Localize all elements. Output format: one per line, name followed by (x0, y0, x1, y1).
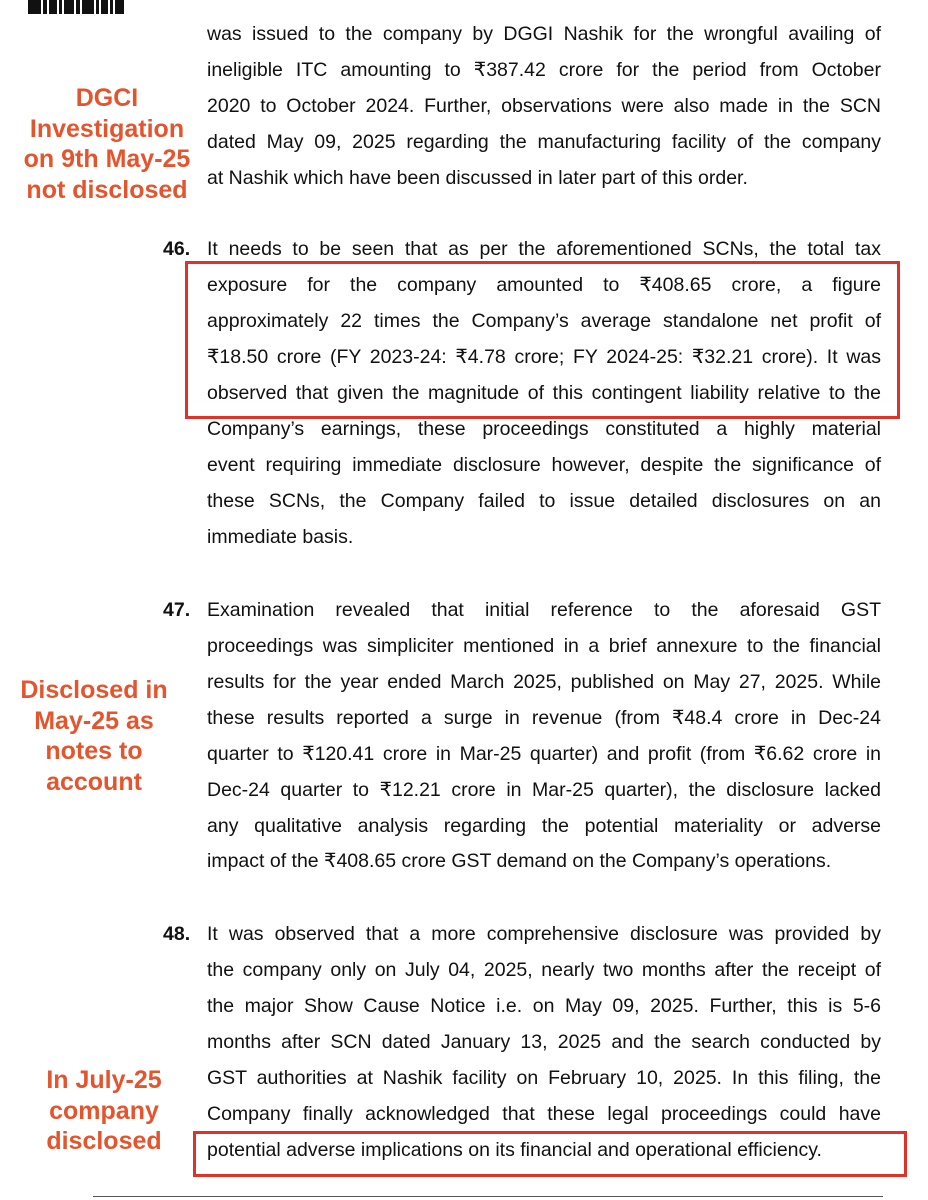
text-line: was issued to the company by DGGI Nashik for the wrongful availing of (207, 23, 881, 45)
page-divider (93, 1196, 883, 1197)
text-line: quarter to ₹120.41 crore in Mar-25 quarter) and profit (from ₹6.62 crore in (207, 743, 881, 765)
annotation-line: company (49, 1096, 159, 1125)
annotation-dgci (14, 83, 200, 205)
highlight-box-adverse-implications (193, 1131, 907, 1177)
text-line: Company finally acknowledged that these legal proceedings could have (207, 1103, 881, 1125)
text-line: event requiring immediate disclosure however, despite the significance of (207, 454, 881, 476)
text-line: immediate basis. (207, 526, 354, 548)
annotation-line: on 9th May-25 (23, 145, 191, 173)
text-line: dated May 09, 2025 regarding the manufacturing facility of the company (207, 131, 881, 153)
text-line: exposure for the company amounted to ₹408.65 crore, a figure (207, 274, 881, 296)
paragraph-number: 46. (163, 238, 191, 260)
text-line: 2020 to October 2024. Further, observations were also made in the SCN (207, 95, 881, 117)
annotation-line: not disclosed (26, 175, 188, 204)
annotation-may (8, 675, 180, 797)
annotation-line: DGCI (75, 84, 139, 112)
text-line: It needs to be seen that as per the aforementioned SCNs, the total tax (207, 238, 881, 260)
text-line: the major Show Cause Notice i.e. on May 09, 2025. Further, this is 5-6 (207, 995, 881, 1017)
annotation-line: notes to (45, 737, 143, 765)
text-line: impact of the ₹408.65 crore GST demand on the Company’s operations. (207, 850, 832, 872)
paragraph-number: 48. (163, 923, 191, 945)
text-line: the company only on July 04, 2025, nearly two months after the receipt of (207, 959, 881, 981)
text-line: Examination revealed that initial reference to the aforesaid GST (207, 599, 881, 621)
text-line: results for the year ended March 2025, published on May 27, 2025. While (207, 671, 881, 693)
text-line: any qualitative analysis regarding the potential materiality or adverse (207, 815, 881, 837)
text-line: GST authorities at Nashik facility on February 10, 2025. In this filing, the (207, 1067, 881, 1089)
annotation-line: Investigation (29, 114, 185, 143)
text-line: Dec-24 quarter to ₹12.21 crore in Mar-25 quarter), the disclosure lacked (207, 779, 881, 801)
text-line: Company’s earnings, these proceedings constituted a highly material (207, 418, 881, 440)
text-line: potential adverse implications on its financial and operational efficiency. (207, 1139, 822, 1161)
annotation-line: account (46, 767, 142, 796)
text-line: at Nashik which have been discussed in later part of this order. (207, 167, 748, 189)
annotation-line: Disclosed in (20, 676, 168, 704)
qr-code (28, 0, 124, 14)
text-line: these results reported a surge in revenue (from ₹48.4 crore in Dec-24 (207, 707, 881, 729)
text-line: ineligible ITC amounting to ₹387.42 crore for the period from October (207, 59, 881, 81)
highlight-box-tax-exposure (185, 261, 900, 419)
text-line: approximately 22 times the Company’s average standalone net profit of (207, 310, 881, 332)
paragraph-number: 47. (163, 599, 191, 621)
text-line: observed that given the magnitude of this contingent liability relative to the (207, 382, 881, 404)
text-line: these SCNs, the Company failed to issue detailed disclosures on an (207, 490, 881, 512)
annotation-line: disclosed (46, 1127, 162, 1155)
text-line: months after SCN dated January 13, 2025 and the search conducted by (207, 1031, 881, 1053)
annotation-july (18, 1065, 190, 1157)
annotation-line: May-25 as (34, 706, 154, 735)
text-line: proceedings was simpliciter mentioned in a brief annexure to the financial (207, 635, 881, 657)
annotation-line: In July-25 (46, 1066, 162, 1094)
text-line: ₹18.50 crore (FY 2023-24: ₹4.78 crore; FY 2024-25: ₹32.21 crore). It was (207, 346, 881, 368)
text-line: It was observed that a more comprehensive disclosure was provided by (207, 923, 881, 945)
